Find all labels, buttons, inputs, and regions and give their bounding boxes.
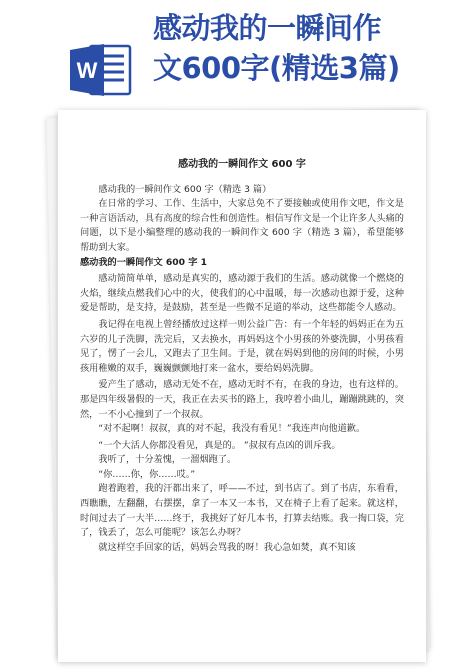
- paragraph: 我记得在电视上曾经播放过这样一则公益广告：有一个年轻的妈妈正在为五六岁的儿子洗脚，洗完后，又去换水，再妈妈这个小男孩的外婆洗脚，小男孩看见了，愣了一会儿，又跑去了卫生间。于是，就在妈妈到他的房间的时候，小男孩用稚嫩的双手，巍巍颤颤地打来一盆水，要给妈妈洗脚。: [80, 318, 404, 374]
- paragraph: 感动简简单单，感动是真实的，感动源于我们的生活。感动就像一个燃烧的火焰，继续点燃我们心中的火，使我们的心中温暖，每一次感动也源于爱，这种爱是帮助，是支持，是鼓励，甚至是一些微不足道的举动，这些都能令人感动。: [80, 273, 404, 314]
- word-document-icon: [68, 42, 134, 98]
- paragraph: 感动我的一瞬间作文 600 字（精选 3 篇）: [98, 183, 272, 195]
- document-body: [58, 110, 426, 555]
- paragraph: 爱产生了感动，感动无处不在，感动无时不有，在我的身边，也有这样的。 那是四年级暑假的一天，我正在去买书的路上，我哼着小曲儿，蹦蹦跳跳的，突然，一不小心撞到了一个叔叔。: [80, 379, 404, 420]
- paragraph: 我听了，十分羞愧，一溜烟跑了。: [98, 454, 237, 466]
- paragraph: 就这样空手回家的话，妈妈会骂我的呀！我心急如焚，真不知该: [98, 541, 356, 553]
- paragraph: “一个大活人你都没看见，真是的。 ”叔叔有点凶的训斥我。: [98, 439, 341, 451]
- header-banner: [0, 0, 474, 110]
- word-icon-letter: W: [76, 58, 98, 83]
- page-title: [153, 8, 463, 88]
- document-title: 感动我的一瞬间作文 600 字: [178, 159, 306, 170]
- section-heading: 感动我的一瞬间作文 600 字 1: [80, 256, 208, 268]
- document-preview: [58, 110, 426, 662]
- paragraph: “对不起啊！叔叔，真的对不起，我没有看见！”我连声向他道歉。: [98, 423, 366, 435]
- title-line-2: 文600字(精选3篇): [153, 51, 400, 85]
- title-line-1: 感动我的一瞬间作: [153, 11, 382, 45]
- paragraph: “你……你，你……哎。”: [98, 468, 196, 480]
- paragraph: 在日常的学习、工作、生活中，大家总免不了要接触或使用作文吧，作文是一种言语活动，具有高度的综合性和创造性。相信写作文是一个让许多人头痛的问题，以下是小编整理的感动我的一瞬间作文 600 字（精选 3 篇），希望能够帮助到大家。: [80, 198, 404, 253]
- paragraph: 跑着跑着，我的汗都出来了，呼——不过，到书店了。到了书店，东看看，西瞧瞧，左翻翻，右摆摆，拿了一本又一本书，又在椅子上看了起来。就这样，时间过去了一大半……终于，我挑好了好几本书，打算去结账。我一掏口袋，完了，钱丢了，怎么可能呢？该怎么办呀？: [80, 483, 404, 539]
